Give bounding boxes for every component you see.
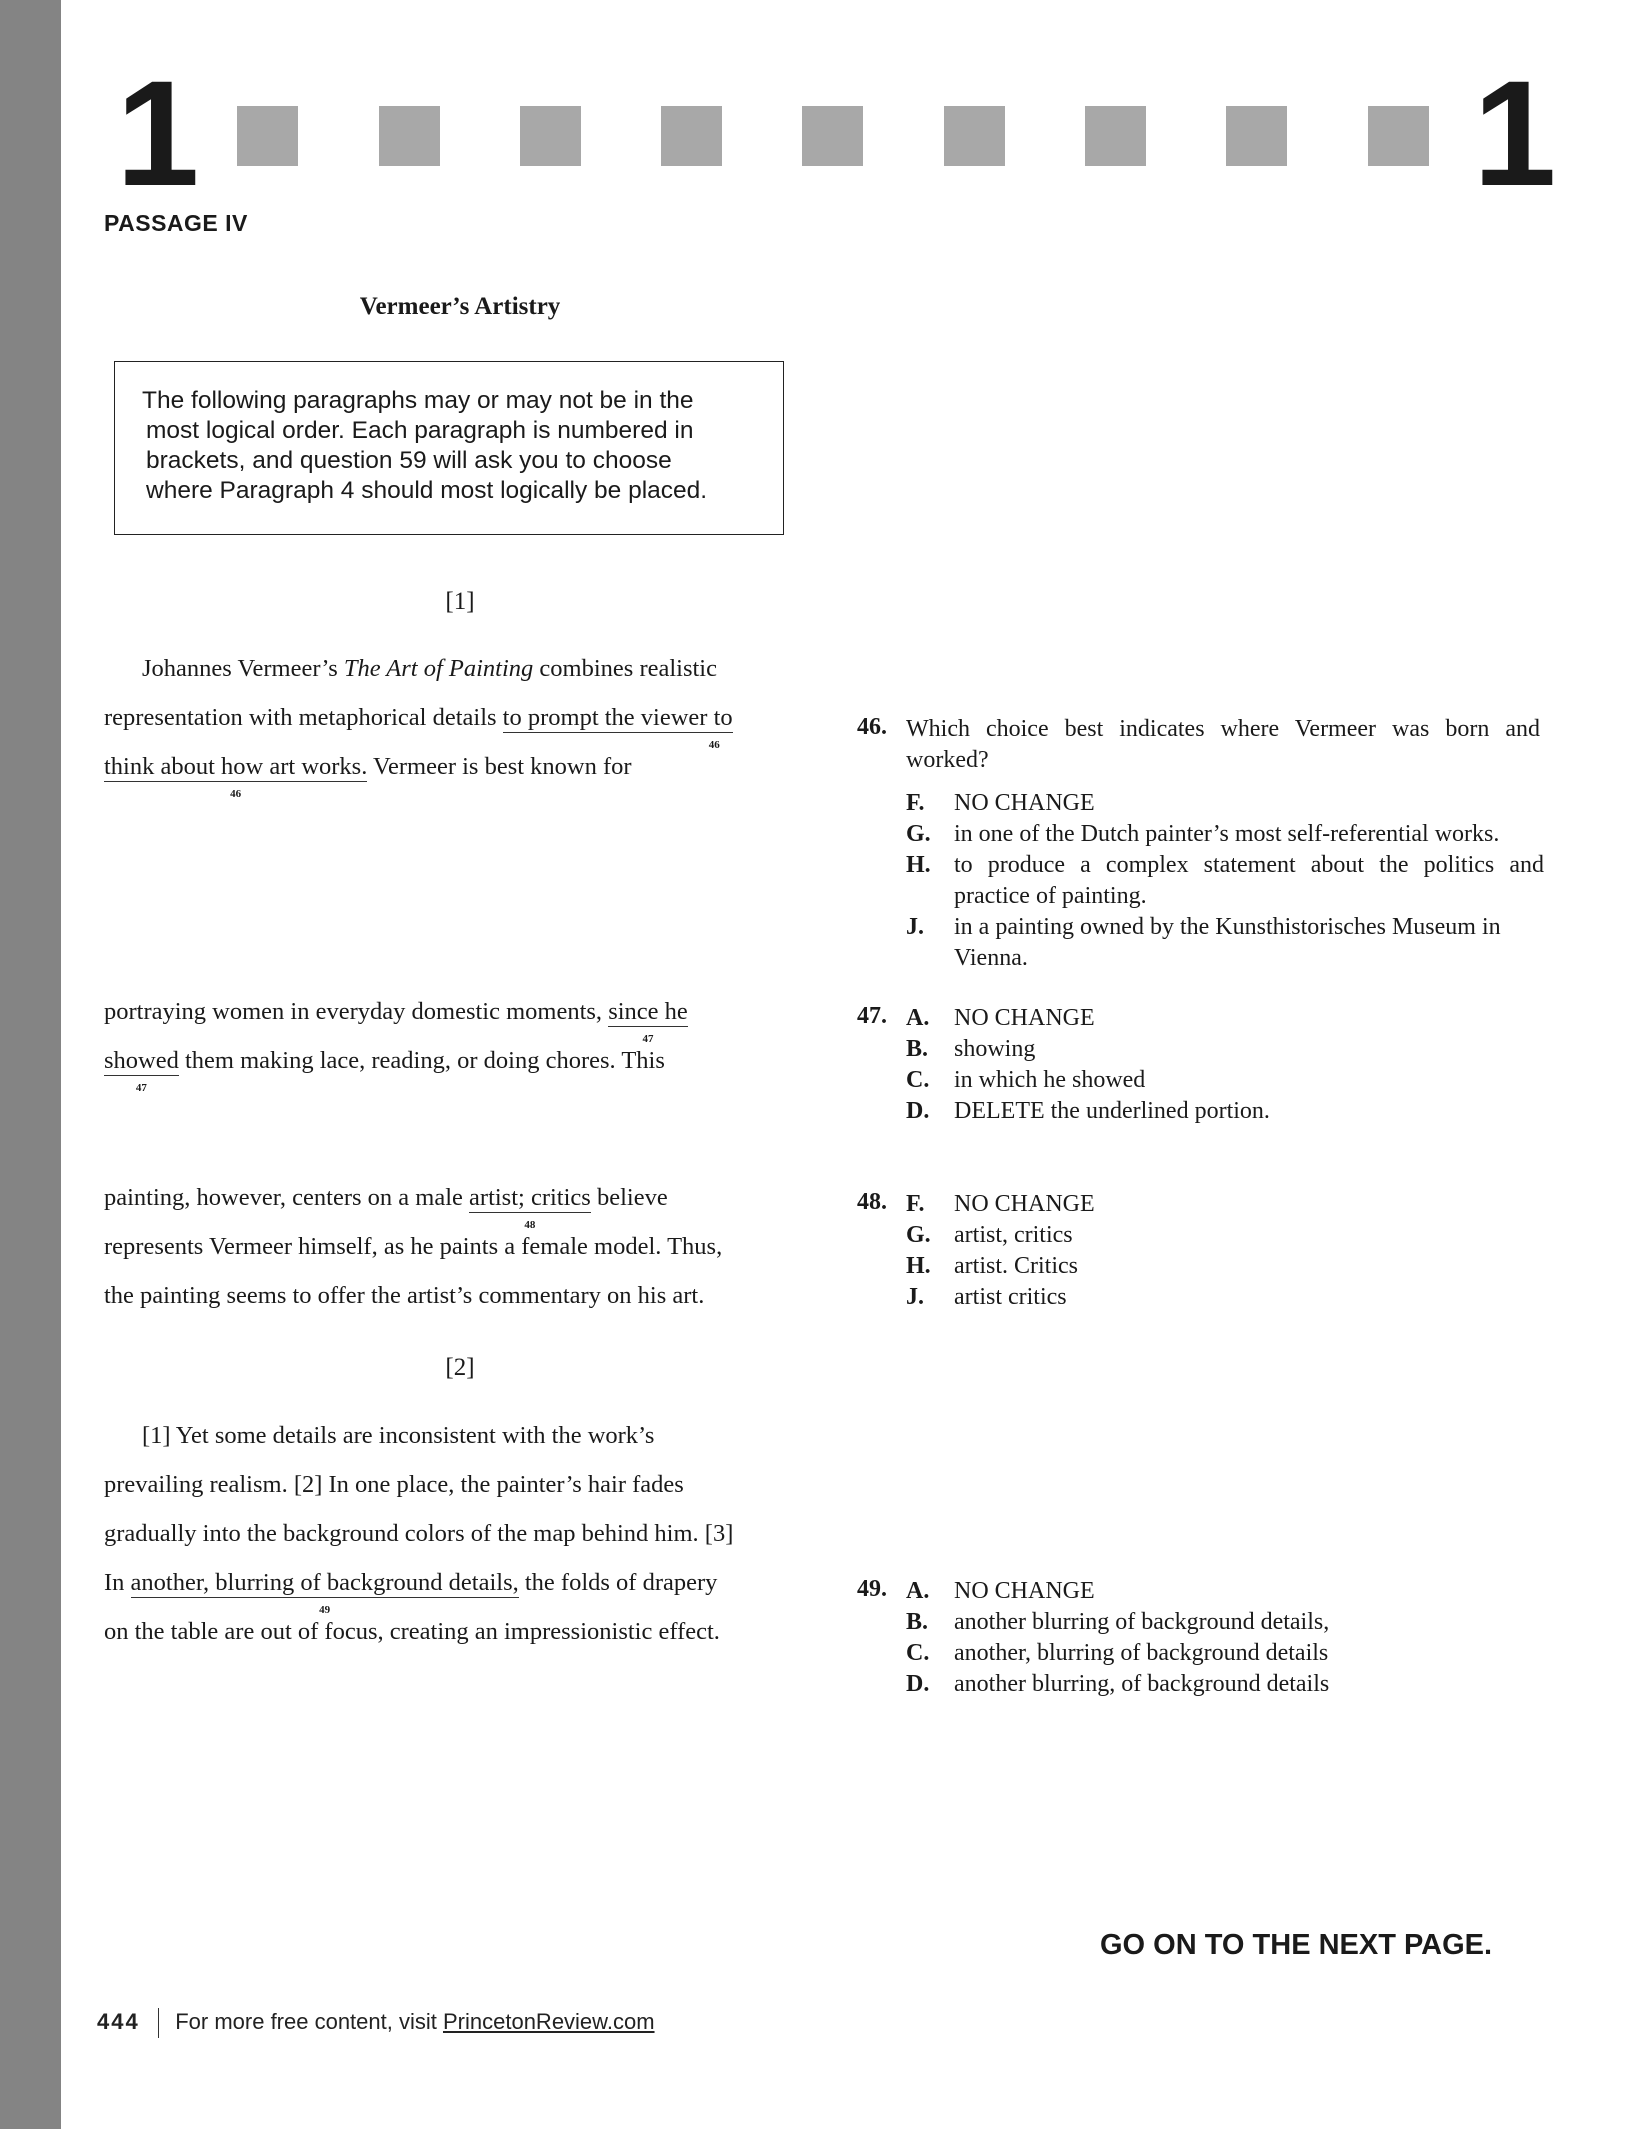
question-marker: 47 — [642, 1033, 654, 1046]
paragraph-number: [1] — [445, 588, 475, 615]
passage-line: showed 47 them making lace, reading, or doing chores. This — [104, 1047, 665, 1095]
passage-line: Johannes Vermeer’s The Art of Painting combines realistic — [142, 655, 717, 682]
answer-option[interactable]: G. artist, critics — [906, 1222, 1073, 1248]
footer-promo: For more free content, visit — [175, 2008, 443, 2034]
header-square — [1226, 106, 1287, 166]
question-number-47: 47. — [857, 1003, 887, 1029]
question-marker: 46 — [230, 788, 242, 801]
header-square — [237, 106, 298, 166]
question-number-49: 49. — [857, 1576, 887, 1602]
instructions-line: brackets, and question 59 will ask you to choose — [146, 447, 672, 474]
passage-line: the painting seems to offer the artist’s commentary on his art. — [104, 1282, 705, 1309]
answer-option[interactable]: C. another, blurring of background details — [906, 1640, 1329, 1666]
answer-option[interactable]: J. artist critics — [906, 1284, 1067, 1310]
answer-option[interactable]: C. in which he showed — [906, 1067, 1146, 1093]
section-number-left: 1 — [116, 49, 200, 217]
underlined-portion-49[interactable]: another, blurring of background details, 49 — [130, 1569, 519, 1617]
passage-line: think about how art works. 46 Vermeer is best known for — [104, 753, 632, 801]
passage-line: prevailing realism. [2] In one place, the painter’s hair fades — [104, 1471, 684, 1498]
answer-option[interactable]: F. NO CHANGE — [906, 790, 1095, 816]
header-square — [944, 106, 1005, 166]
question-marker: 46 — [708, 739, 720, 752]
instructions-line: most logical order. Each paragraph is numbered in — [146, 417, 694, 444]
answer-option[interactable]: B. another blurring of background details, — [906, 1609, 1330, 1635]
header-square — [661, 106, 722, 166]
question-marker: 48 — [524, 1219, 536, 1232]
passage-title: Vermeer’s Artistry — [359, 293, 561, 320]
underlined-portion-47[interactable]: since he 47 — [608, 998, 688, 1046]
answer-option[interactable]: F. NO CHANGE — [906, 1191, 1095, 1217]
page-footer — [97, 2008, 655, 2038]
passage-line: portraying women in everyday domestic moments, since he 47 — [104, 998, 688, 1046]
answer-option[interactable]: B. showing — [906, 1036, 1036, 1062]
answer-option[interactable]: D. DELETE the underlined portion. — [906, 1098, 1270, 1124]
page-number: 444 — [97, 2008, 140, 2034]
passage-line: [1] Yet some details are inconsistent with the work’s — [142, 1422, 655, 1449]
header-square — [1085, 106, 1146, 166]
section-number-right: 1 — [1473, 49, 1557, 217]
go-to-next-page: GO ON TO THE NEXT PAGE. — [1100, 1929, 1493, 1961]
underlined-portion-46[interactable]: think about how art works. 46 — [104, 753, 368, 801]
answer-option[interactable]: H. to produce a complex statement about the politics and practice of painting. — [906, 852, 1544, 909]
passage-line: on the table are out of focus, creating an impressionistic effect. — [104, 1618, 720, 1645]
passage-line: represents Vermeer himself, as he paints a female model. Thus, — [104, 1233, 723, 1260]
header-square — [802, 106, 863, 166]
header-square — [379, 106, 440, 166]
question-marker: 47 — [135, 1082, 147, 1095]
instructions-text — [142, 386, 772, 506]
answer-option[interactable]: H. artist. Critics — [906, 1253, 1078, 1279]
instructions-line: The following paragraphs may or may not be in the — [142, 387, 694, 414]
instructions-line: where Paragraph 4 should most logically be placed. — [146, 477, 708, 504]
princeton-review-link[interactable]: PrincetonReview.com — [442, 2008, 655, 2034]
question-stem-46: Which choice best indicates where Vermeer was born and worked? — [906, 716, 1540, 773]
passage-line: gradually into the background colors of the map behind him. [3] — [104, 1520, 734, 1547]
passage-label: PASSAGE IV — [104, 210, 248, 236]
answer-option[interactable]: D. another blurring, of background details — [906, 1671, 1330, 1697]
header-square — [1368, 106, 1429, 166]
answer-option[interactable]: A. NO CHANGE — [906, 1005, 1095, 1031]
underlined-portion-47[interactable]: showed 47 — [104, 1047, 179, 1095]
passage-line: In another, blurring of background details, 49 the folds of drapery — [104, 1569, 718, 1617]
question-number-48: 48. — [857, 1189, 887, 1215]
header-square — [520, 106, 581, 166]
question-number-46: 46. — [857, 714, 887, 740]
paragraph-number: [2] — [445, 1354, 475, 1381]
underlined-portion-48[interactable]: artist; critics 48 — [469, 1184, 591, 1232]
passage-line: representation with metaphorical details to prompt the viewer to 46 — [104, 704, 733, 752]
passage-line: painting, however, centers on a male artist; critics 48 believe — [104, 1184, 668, 1232]
page-gutter-bar — [0, 0, 61, 2129]
underlined-portion-46[interactable]: to prompt the viewer to 46 — [502, 704, 733, 752]
answer-option[interactable]: A. NO CHANGE — [906, 1578, 1095, 1604]
footer-divider — [158, 2008, 160, 2038]
answer-option[interactable]: G. in one of the Dutch painter’s most self-referential works. — [906, 821, 1500, 847]
question-marker: 49 — [319, 1604, 331, 1617]
answer-option[interactable]: J. in a painting owned by the Kunsthistorisches Museum in Vienna. — [906, 914, 1501, 971]
